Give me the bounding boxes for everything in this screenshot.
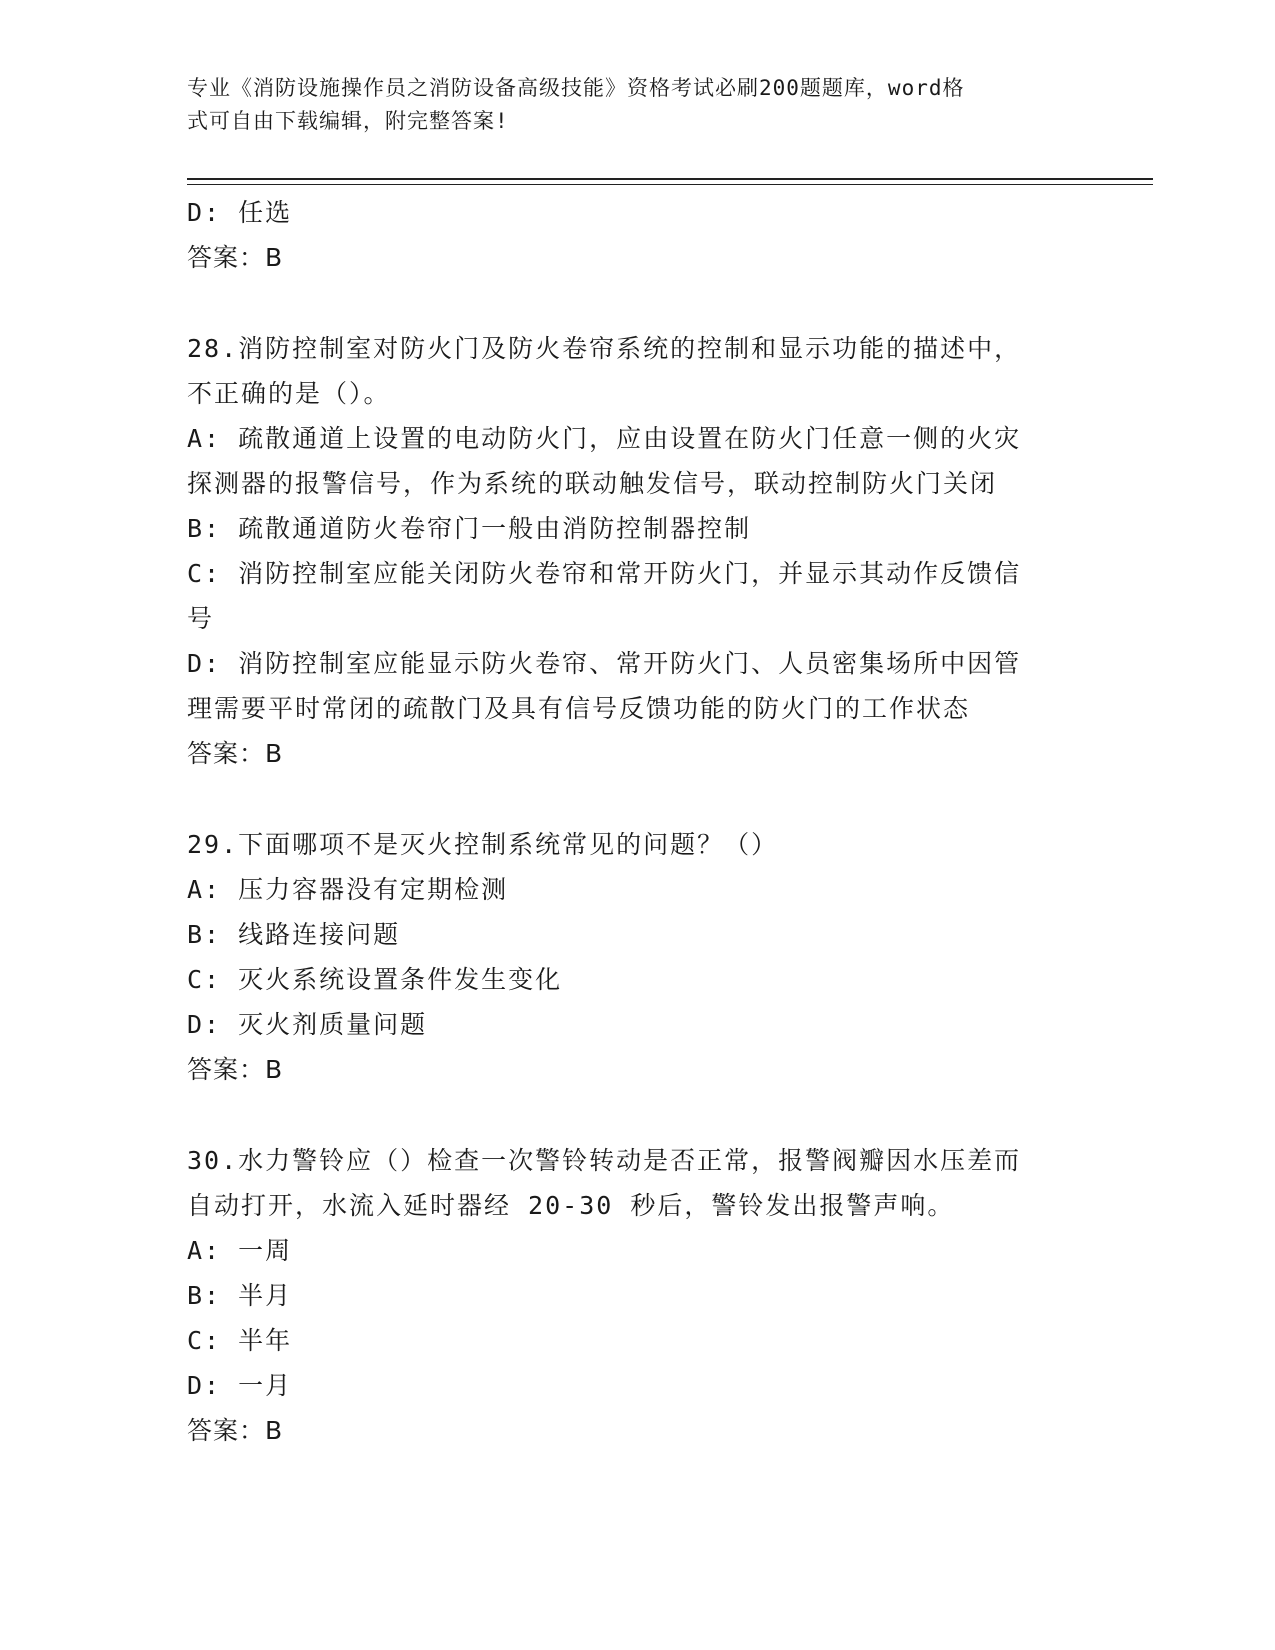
option-d: D: 任选 [187, 198, 293, 227]
header-line-2: 式可自由下载编辑，附完整答案! [187, 109, 509, 133]
question-30 [187, 1138, 1087, 1453]
option-d-line: D: 一月 [187, 1371, 293, 1400]
option-a-line: A: 一周 [187, 1236, 293, 1265]
page-header [187, 72, 1067, 138]
option-b-line: B: 线路连接问题 [187, 920, 401, 949]
option-c-line: C: 灭火系统设置条件发生变化 [187, 965, 563, 994]
question-stem-line: 28.消防控制室对防火门及防火卷帘系统的控制和显示功能的描述中， [187, 334, 1022, 363]
option-d-line: D: 消防控制室应能显示防火卷帘、常开防火门、人员密集场所中因管 [187, 649, 1022, 678]
question-list [187, 190, 1087, 1453]
option-c-line: 号 [187, 604, 215, 633]
option-c-line: C: 半年 [187, 1326, 293, 1355]
question-29 [187, 822, 1087, 1092]
option-b-line: B: 疏散通道防火卷帘门一般由消防控制器控制 [187, 514, 752, 543]
option-c-line: C: 消防控制室应能关闭防火卷帘和常开防火门，并显示其动作反馈信 [187, 559, 1022, 588]
answer: 答案：B [187, 739, 284, 768]
header-line-1: 专业《消防设施操作员之消防设备高级技能》资格考试必刷200题题库，word格 [187, 76, 965, 100]
option-d-line: 理需要平时常闭的疏散门及具有信号反馈功能的防火门的工作状态 [187, 694, 971, 723]
question-stem-line: 30.水力警铃应（）检查一次警铃转动是否正常，报警阀瓣因水压差而 [187, 1146, 1022, 1175]
question-stem-line: 29.下面哪项不是灭火控制系统常见的问题？（） [187, 830, 779, 859]
question-prev-tail [187, 190, 1087, 280]
question-28 [187, 326, 1087, 776]
answer: 答案：B [187, 1416, 284, 1445]
option-b-line: B: 半月 [187, 1281, 293, 1310]
answer: 答案：B [187, 1055, 284, 1084]
header-divider [187, 178, 1153, 185]
option-a-line: A: 压力容器没有定期检测 [187, 875, 509, 904]
answer: 答案：B [187, 243, 284, 272]
option-a-line: A: 疏散通道上设置的电动防火门，应由设置在防火门任意一侧的火灾 [187, 424, 1022, 453]
option-d-line: D: 灭火剂质量问题 [187, 1010, 428, 1039]
question-stem-line: 不正确的是（）。 [187, 379, 391, 408]
option-a-line: 探测器的报警信号，作为系统的联动触发信号，联动控制防火门关闭 [187, 469, 998, 498]
question-stem-line: 自动打开，水流入延时器经 20-30 秒后，警铃发出报警声响。 [187, 1191, 955, 1220]
